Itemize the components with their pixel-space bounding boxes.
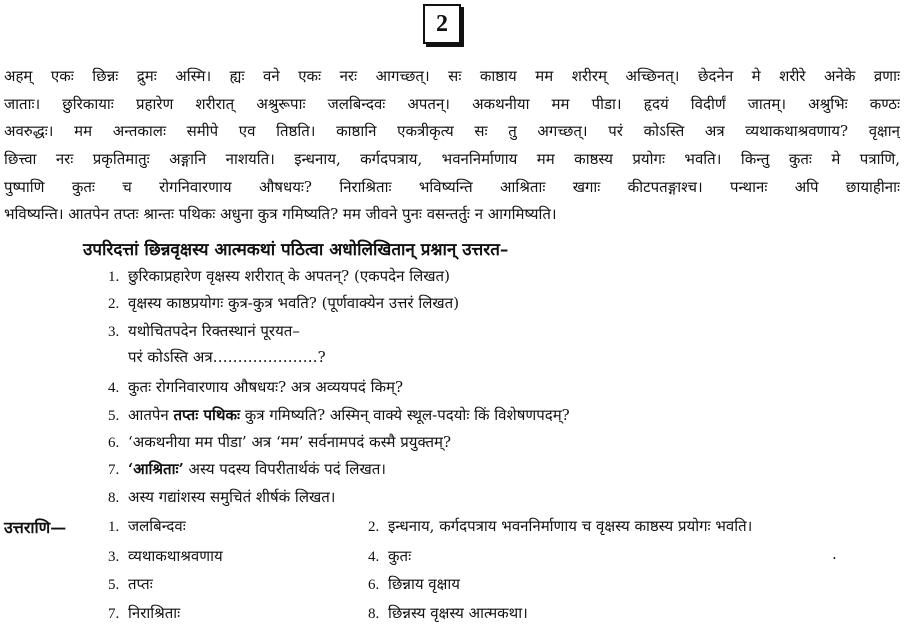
passage-line: अहम् एकः छिन्नः द्रुमः अस्मि। ह्यः वने एकः नरः आगच्छत्। सः काष्ठाय मम शरीरम् अच्छिनत्। छेदनेन मे शरीरे अनेके व्रणाः xyxy=(4,67,900,85)
question-text: अस्य पदस्य विपरीतार्थकं पदं लिखत। xyxy=(183,460,386,478)
passage-line: जाताः। छुरिकायाः प्रहारेण शरीरात् अश्रुरूपाः जलबिन्दवः अपतन्। अकथनीया मम पीडा। हृदयं विदीर्णं जातम्। अश्रुभिः कण्ठः xyxy=(4,95,900,113)
answer-item xyxy=(368,516,752,537)
question-number: 6. xyxy=(108,435,120,451)
question-number: 1. xyxy=(108,269,120,285)
question-number: 7. xyxy=(108,462,120,478)
passage-line: छित्त्वा नरः प्रकृतिमातुः अङ्गानि नाशयति। इन्धनाय, कर्गदपत्राय, भवननिर्माणाय मम काष्ठस्य प्रयोगः भवति। किन्तु कुतः मे पत्राणि, xyxy=(4,150,900,168)
question-text: वृक्षस्य काष्ठप्रयोगः कुत्र-कुत्र भवति? (पूर्णवाक्येन उत्तरं लिखत) xyxy=(128,294,460,312)
question-item xyxy=(108,377,403,398)
question-text: आतपेन xyxy=(128,406,174,424)
question-bold-text: तप्तः पथिकः xyxy=(173,406,241,424)
answer-number: 3. xyxy=(108,549,120,565)
answer-text: इन्धनाय, कर्गदपत्राय भवननिर्माणाय च वृक्षस्य काष्ठस्य प्रयोगः भवति। xyxy=(388,517,753,535)
question-blank-line: परं कोऽस्ति अत्र…………………? xyxy=(128,348,326,366)
answer-number: 4. xyxy=(368,549,380,565)
answer-number: 8. xyxy=(368,606,380,622)
question-item xyxy=(108,321,300,342)
question-text: यथोचितपदेन रिक्तस्थानं पूरयत– xyxy=(128,322,300,340)
passage-line: भविष्यन्ति। आतपेन तप्तः श्रान्तः पथिकः अधुना कुत्र गमिष्यति? मम जीवने पुनः वसन्तर्तुः न आगमिष्यति। xyxy=(4,205,557,223)
question-item xyxy=(108,405,570,426)
passage-line: पुष्पाणि कुतः च रोगनिवारणाय औषधयः? निराश्रिताः भविष्यन्ति आश्रिताः खगाः कीटपतङ्गाश्च। पन्थानः अपि छायाहीनाः xyxy=(4,178,900,196)
question-text: कुतः रोगनिवारणाय औषधयः? अत्र अव्ययपदं किम्? xyxy=(128,378,404,396)
section-number-box: 2 xyxy=(423,4,461,44)
question-number: 4. xyxy=(108,380,120,396)
question-item xyxy=(108,266,450,287)
question-text: छुरिकाप्रहारेण वृक्षस्य शरीरात् के अपतन्? (एकपदेन लिखत) xyxy=(128,267,450,285)
answer-text: तप्तः xyxy=(128,575,153,593)
question-number: 3. xyxy=(108,324,120,340)
answer-item xyxy=(108,516,186,537)
answer-number: 6. xyxy=(368,577,380,593)
question-number: 2. xyxy=(108,296,120,312)
answers-label: उत्तराणि— xyxy=(4,518,67,537)
answer-text: कुतः xyxy=(388,547,412,565)
answer-text: जलबिन्दवः xyxy=(128,517,186,535)
question-item xyxy=(108,432,451,453)
question-number: 5. xyxy=(108,408,120,424)
question-item xyxy=(108,459,386,480)
answer-item xyxy=(108,574,153,595)
instruction-heading: उपरिदत्तां छिन्नवृक्षस्य आत्मकथां पठित्वा अधोलिखितान् प्रश्नान् उत्तरत– xyxy=(83,240,509,260)
answer-item xyxy=(368,603,528,624)
answer-item xyxy=(368,546,411,567)
answer-text: व्यथाकथाश्रवणाय xyxy=(128,547,223,565)
stray-mark: . xyxy=(832,545,837,563)
answer-text: निराश्रिताः xyxy=(128,604,181,622)
question-text: कुत्र गमिष्यति? अस्मिन् वाक्ये स्थूल-पदयोः किं विशेषणपदम्? xyxy=(240,406,570,424)
question-item xyxy=(108,293,459,314)
answer-number: 1. xyxy=(108,519,120,535)
answer-item xyxy=(108,603,180,624)
passage-line: अवरुद्धः। मम अन्तकालः समीपे एव तिष्ठति। काष्ठानि एकत्रीकृत्य सः तु अगच्छत्। परं कोऽस्ति अत्र व्यथाकथाश्रवणाय? वृक्षान् xyxy=(4,122,900,140)
question-item xyxy=(108,487,336,508)
answer-text: छिन्नाय वृक्षाय xyxy=(388,575,460,593)
question-number: 8. xyxy=(108,490,120,506)
answer-item xyxy=(108,546,223,567)
question-text: अस्य गद्यांशस्य समुचितं शीर्षकं लिखत। xyxy=(128,488,336,506)
question-bold-text: ‘आश्रिताः’ xyxy=(128,460,184,478)
answer-number: 7. xyxy=(108,606,120,622)
answer-item xyxy=(368,574,460,595)
answer-number: 5. xyxy=(108,577,120,593)
answer-number: 2. xyxy=(368,519,380,535)
question-text: ‘अकथनीया मम पीडा’ अत्र ‘मम’ सर्वनामपदं कस्मै प्रयुक्तम्? xyxy=(128,433,452,451)
answer-text: छिन्नस्य वृक्षस्य आत्मकथा। xyxy=(388,604,528,622)
